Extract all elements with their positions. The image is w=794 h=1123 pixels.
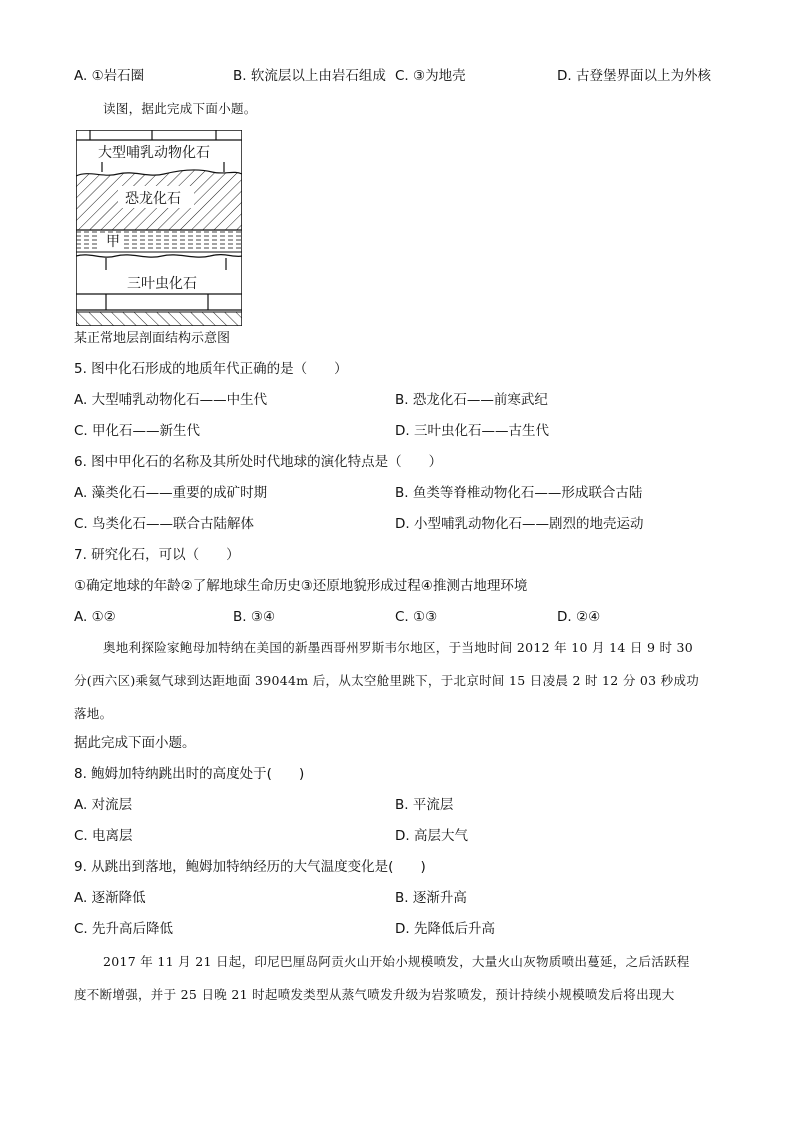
q5-option-d: D. 三叶虫化石——古生代 (395, 423, 549, 439)
passage2-line1: 奥地利探险家鲍母加特纳在美国的新墨西哥州罗斯韦尔地区，于当地时间 2012 年 10 月 14 日 9 时 30 (103, 640, 694, 655)
q9-stem: 9. 从跳出到落地，鲍姆加特纳经历的大气温度变化是( ) (74, 859, 426, 875)
q5-option-a: A. 大型哺乳动物化石——中生代 (74, 392, 268, 408)
q4-option-a: A. ①岩石圈 (74, 68, 145, 84)
q9-option-a: A. 逐渐降低 (74, 890, 146, 906)
label-jia: 甲 (106, 234, 120, 250)
q8-option-d: D. 高层大气 (395, 828, 468, 844)
q8-option-b: B. 平流层 (395, 797, 454, 813)
label-dinosaur-fossil: 恐龙化石 (125, 191, 181, 207)
q5-option-c: C. 甲化石——新生代 (74, 423, 201, 439)
stratum-section-diagram (76, 130, 242, 326)
q6-option-d: D. 小型哺乳动物化石——剧烈的地壳运动 (395, 516, 644, 532)
passage3-line2: 度不断增强，并于 25 日晚 21 时起喷发类型从蒸气喷发升级为岩浆喷发，预计持续小规模喷发后将出现大 (74, 987, 675, 1002)
diagram-caption: 某正常地层剖面结构示意图 (74, 331, 231, 346)
q6-stem: 6. 图中甲化石的名称及其所处时代地球的演化特点是（ ） (74, 454, 443, 470)
q6-option-b: B. 鱼类等脊椎动物化石——形成联合古陆 (395, 485, 643, 501)
q6-option-a: A. 藻类化石——重要的成矿时期 (74, 485, 268, 501)
q4-option-c: C. ③为地壳 (395, 68, 466, 84)
q7-option-d: D. ②④ (557, 609, 601, 625)
q7-items: ①确定地球的年龄②了解地球生命历史③还原地貌形成过程④推测古地理环境 (74, 578, 528, 594)
q9-option-b: B. 逐渐升高 (395, 890, 467, 906)
read-figure-instruction: 读图，据此完成下面小题。 (103, 101, 257, 116)
q8-option-a: A. 对流层 (74, 797, 133, 813)
label-mammal-fossil: 大型哺乳动物化石 (98, 145, 210, 161)
passage2-line2: 分(西六区)乘氦气球到达距地面 39044m 后，从太空舱里跳下，于北京时间 15 日凌晨 2 时 12 分 03 秒成功 (74, 673, 700, 688)
q8-option-c: C. 电离层 (74, 828, 133, 844)
q9-option-d: D. 先降低后升高 (395, 921, 495, 937)
q7-option-c: C. ①③ (395, 609, 438, 625)
q9-option-c: C. 先升高后降低 (74, 921, 174, 937)
q5-stem: 5. 图中化石形成的地质年代正确的是（ ） (74, 361, 348, 377)
q4-option-b: B. 软流层以上由岩石组成 (233, 68, 386, 84)
q6-option-c: C. 鸟类化石——联合古陆解体 (74, 516, 255, 532)
q7-stem: 7. 研究化石，可以（ ） (74, 547, 240, 563)
q8-stem: 8. 鲍姆加特纳跳出时的高度处于( ) (74, 766, 305, 782)
q7-option-b: B. ③④ (233, 609, 276, 625)
label-trilobite-fossil: 三叶虫化石 (127, 276, 197, 292)
passage2-instruction: 据此完成下面小题。 (74, 735, 196, 751)
q4-option-d: D. 古登堡界面以上为外核 (557, 68, 711, 84)
passage3-line1: 2017 年 11 月 21 日起，印尼巴厘岛阿贡火山开始小规模喷发，大量火山灰物质喷出蔓延，之后活跃程 (103, 954, 690, 969)
passage2-line3: 落地。 (74, 706, 113, 721)
q7-option-a: A. ①② (74, 609, 116, 625)
q5-option-b: B. 恐龙化石——前寒武纪 (395, 392, 548, 408)
